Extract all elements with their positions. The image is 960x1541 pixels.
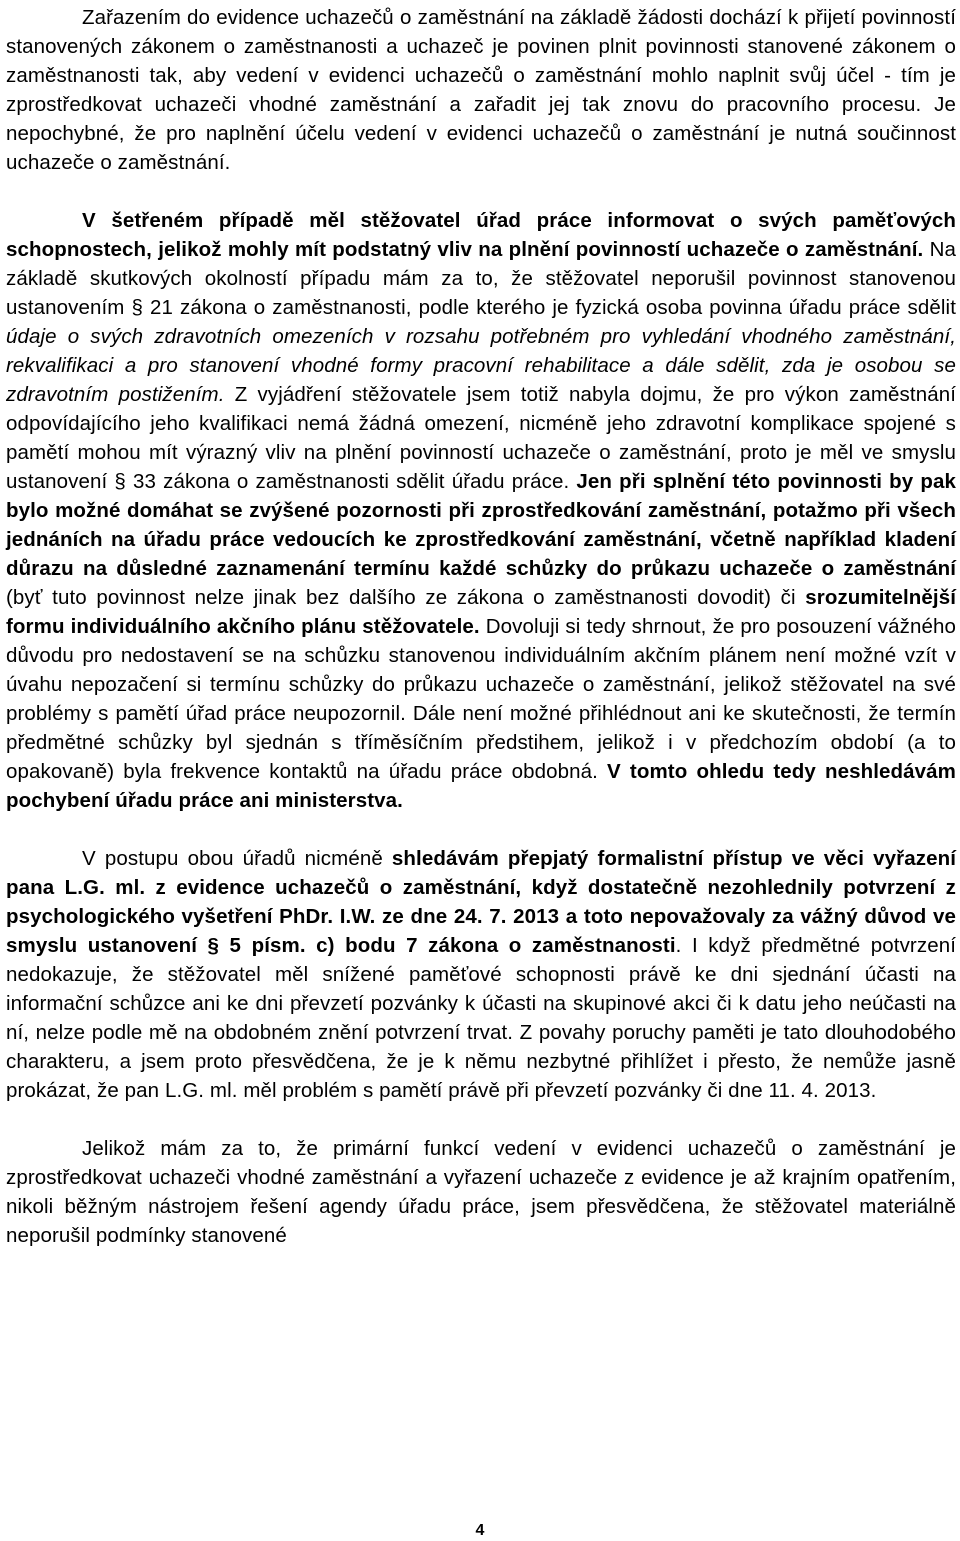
text-run: V šetřeném případě měl stěžovatel úřad práce informovat o svých paměťových schopnostech, jelikož mohly mít podstatný vliv na plnění povinností uchazeče o zaměstnání. xyxy=(6,209,956,261)
text-run: V tomto ohledu tedy neshledávám pochybení úřadu práce ani ministerstva. xyxy=(6,760,956,812)
text-run: shledávám přepjatý formalistní přístup ve věci vyřazení pana L.G. ml. z evidence uchazečů o zaměstnání, když dostatečně nezohlednily potvrzení z psychologického vyšetření PhDr. I.W. ze dne 24. 7. 2013 a toto nepovažovaly za vážný důvod ve smyslu ustanovení § 5 písm. c) bodu 7 zákona o zaměstnanosti xyxy=(6,847,956,957)
text-run: srozumitelnější formu individuálního akčního plánu stěžovatele. xyxy=(6,586,956,638)
text-run: V postupu obou úřadů nicméně xyxy=(82,847,392,870)
text-run: Jelikož mám za to, že primární funkcí vedení v evidenci uchazečů o zaměstnání je zprostředkovat uchazeči vhodné zaměstnání a vyřazení uchazeče z evidence je až krajním opatřením, nikoli běžným nástrojem řešení agendy úřadu práce, jsem přesvědčena, že stěžovatel materiálně neporušil podmínky stanovené xyxy=(6,1137,956,1247)
paragraph-memory-notification xyxy=(6,206,956,815)
page-number: 4 xyxy=(475,1522,485,1539)
paragraph-conclusion xyxy=(6,1134,956,1250)
text-run: Jen při splnění této povinnosti by pak bylo možné domáhat se zvýšené pozornosti při zprostředkování zaměstnání, potažmo při všech jednáních na úřadu práce vedoucích ke zprostředkování zaměstnání, včetně například kladení důrazu na důsledné zaznamenání termínu každé schůzky do průkazu uchazeče o zaměstnání xyxy=(6,470,956,580)
text-run: Dovoluji si tedy shrnout, že pro posouzení vážného důvodu pro nedostavení se na schůzku stanovenou individuálním akčním plánem není možné vzít v úvahu nepozačení si termínu schůzky do průkazu uchazeče o zaměstnání, jelikož stěžovatel na své problémy s pamětí úřad práce neupozornil. Dále není možné přihlédnout ani ke skutečnosti, že termín předmětné schůzky byl sjednán s tříměsíčním předstihem, jelikož i v předchozím období (a to opakovaně) byla frekvence kontaktů na úřadu práce obdobná. xyxy=(6,615,956,783)
text-run: údaje o svých zdravotních omezeních v rozsahu potřebném pro vyhledání vhodného zaměstnání, rekvalifikaci a pro stanovení vhodné formy pracovní rehabilitace a dále sdělit, zda je osobou se zdravotním postižením. xyxy=(6,325,956,406)
paragraph-registration-duties xyxy=(6,0,956,177)
text-run: (byť tuto povinnost nelze jinak bez dalšího ze zákona o zaměstnanosti dovodit) či xyxy=(6,586,806,609)
text-run: Na základě skutkových okolností případu mám za to, že stěžovatel neporušil povinnost stanovenou ustanovením § 21 zákona o zaměstnanosti, podle kterého je fyzická osoba povinna úřadu práce sdělit xyxy=(6,238,957,319)
document-page xyxy=(6,0,956,1250)
text-run: Z vyjádření stěžovatele jsem totiž nabyla dojmu, že pro výkon zaměstnání odpovídajícího jeho kvalifikaci nemá žádná omezení, nicméně jeho zdravotní komplikace spojené s pamětí mohou mít výrazný vliv na plnění povinností uchazeče o zaměstnání, proto je měl ve smyslu ustanovení § 33 zákona o zaměstnanosti sdělit úřadu práce. xyxy=(6,383,956,493)
text-run: . I když předmětné potvrzení nedokazuje, že stěžovatel měl snížené paměťové schopnosti právě ke dni sjednání účasti na informační schůzce ani ke dni převzetí pozvánky k účasti na skupinové akci či k datu jeho neúčasti na ní, nelze podle mě na obdobném znění potvrzení trvat. Z povahy poruchy paměti je tato dlouhodobého charakteru, a jsem proto přesvědčena, že je k němu nezbytné přihlížet i přesto, že nemůže jasně prokázat, že pan L.G. ml. měl problém s pamětí právě při převzetí pozvánky či dne 11. 4. 2013. xyxy=(6,934,957,1102)
text-run: Zařazením do evidence uchazečů o zaměstnání na základě žádosti dochází k přijetí povinností stanovených zákonem o zaměstnanosti a uchazeč je povinen plnit povinnosti stanovené zákonem o zaměstnanosti tak, aby vedení v evidenci uchazečů o zaměstnání mohlo naplnit svůj účel - tím je zprostředkovat uchazeči vhodné zaměstnání a zařadit jej tak znovu do pracovního procesu. Je nepochybné, že pro naplnění účelu vedení v evidenci uchazečů o zaměstnání je nutná součinnost uchazeče o zaměstnání. xyxy=(6,6,956,174)
paragraph-formalistic-approach xyxy=(6,844,956,1105)
